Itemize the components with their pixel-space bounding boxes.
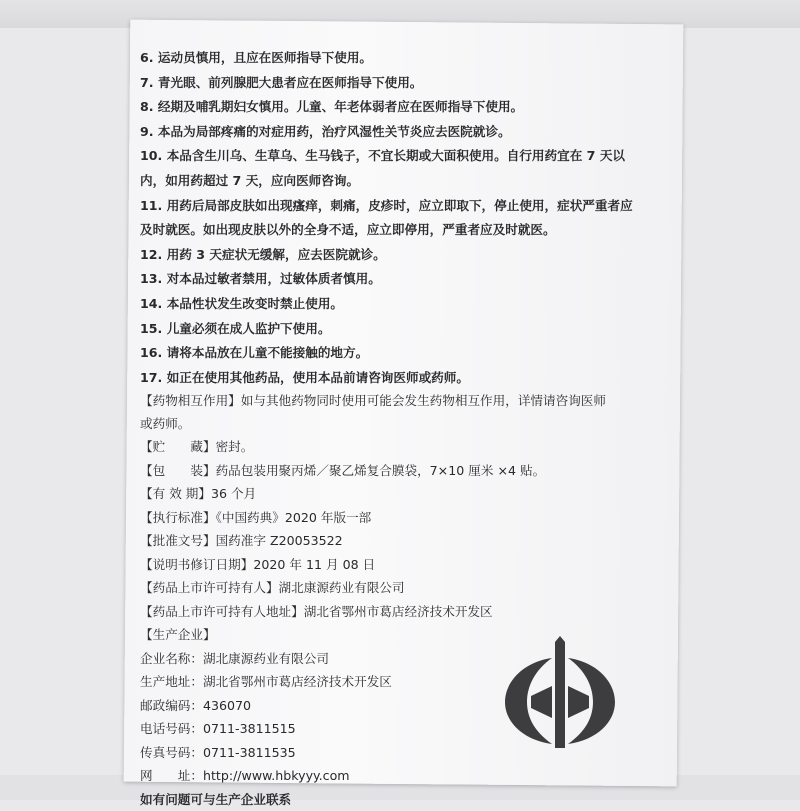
- precaution-16: 16. 请将本品放在儿童不能接触的地方。: [140, 345, 369, 361]
- production-address: 生产地址：湖北省鄂州市葛店经济技术开发区: [140, 674, 392, 690]
- license-holder-address: 【药品上市许可持有人地址】湖北省鄂州市葛店经济技术开发区: [140, 603, 493, 619]
- revision-date: 【说明书修订日期】2020 年 11 月 08 日: [140, 556, 376, 572]
- precaution-10-line2: 内，如用药超过 7 天，应向医师咨询。: [140, 172, 360, 188]
- postal-code: 邮政编码：436070: [140, 697, 252, 713]
- fax-number: 传真号码：0711-3811535: [140, 744, 296, 760]
- company-logo-icon: [503, 636, 618, 754]
- approval-number: 【批准文号】国药准字 Z20053522: [140, 533, 343, 549]
- precaution-12: 12. 用药 3 天症状无缓解，应去医院就诊。: [140, 246, 386, 262]
- precaution-14: 14. 本品性状发生改变时禁止使用。: [140, 295, 344, 311]
- company-name: 企业名称：湖北康源药业有限公司: [140, 650, 329, 666]
- precaution-17: 17. 如正在使用其他药品，使用本品前请咨询医师或药师。: [140, 369, 469, 385]
- precaution-15: 15. 儿童必须在成人监护下使用。: [140, 320, 331, 336]
- interaction-line2: 或药师。: [140, 415, 191, 431]
- precaution-9: 9. 本品为局部疼痛的对症用药，治疗风湿性关节炎应去医院就诊。: [140, 123, 511, 139]
- precaution-10-line1: 10. 本品含生川乌、生草乌、生马钱子，不宜长期或大面积使用。自行用药宜在 7 天以: [140, 148, 626, 164]
- phone-number: 电话号码：0711-3811515: [140, 721, 296, 737]
- standard: 【执行标准】《中国药典》2020 年版一部: [140, 509, 372, 525]
- manufacturer-heading: 【生产企业】: [140, 627, 216, 643]
- precaution-11-line2: 及时就医。如出现皮肤以外的全身不适，应立即停用，严重者应及时就医。: [140, 222, 556, 238]
- storage: 【贮 藏】密封。: [140, 439, 254, 455]
- contact-note: 如有问题可与生产企业联系: [140, 791, 292, 807]
- precaution-6: 6. 运动员慎用，且应在医师指导下使用。: [140, 50, 373, 65]
- interaction-line1: 【药物相互作用】如与其他药物同时使用可能会发生药物相互作用，详情请咨询医师: [140, 393, 606, 409]
- packaging: 【包 装】药品包装用聚丙烯／聚乙烯复合膜袋，7×10 厘米 ×4 贴。: [140, 462, 546, 478]
- website: 网 址：http://www.hbkyyy.com: [140, 768, 350, 784]
- precaution-8: 8. 经期及哺乳期妇女慎用。儿童、年老体弱者应在医师指导下使用。: [140, 99, 524, 115]
- precaution-13: 13. 对本品过敏者禁用，过敏体质者慎用。: [140, 271, 381, 287]
- license-holder: 【药品上市许可持有人】湖北康源药业有限公司: [140, 580, 405, 596]
- precaution-7: 7. 青光眼、前列腺肥大患者应在医师指导下使用。: [140, 74, 423, 90]
- shelf-life: 【有 效 期】36 个月: [140, 486, 257, 502]
- precaution-11-line1: 11. 用药后局部皮肤如出现瘙痒，刺痛，皮疹时，应立即取下，停止使用，症状严重者应: [140, 197, 633, 213]
